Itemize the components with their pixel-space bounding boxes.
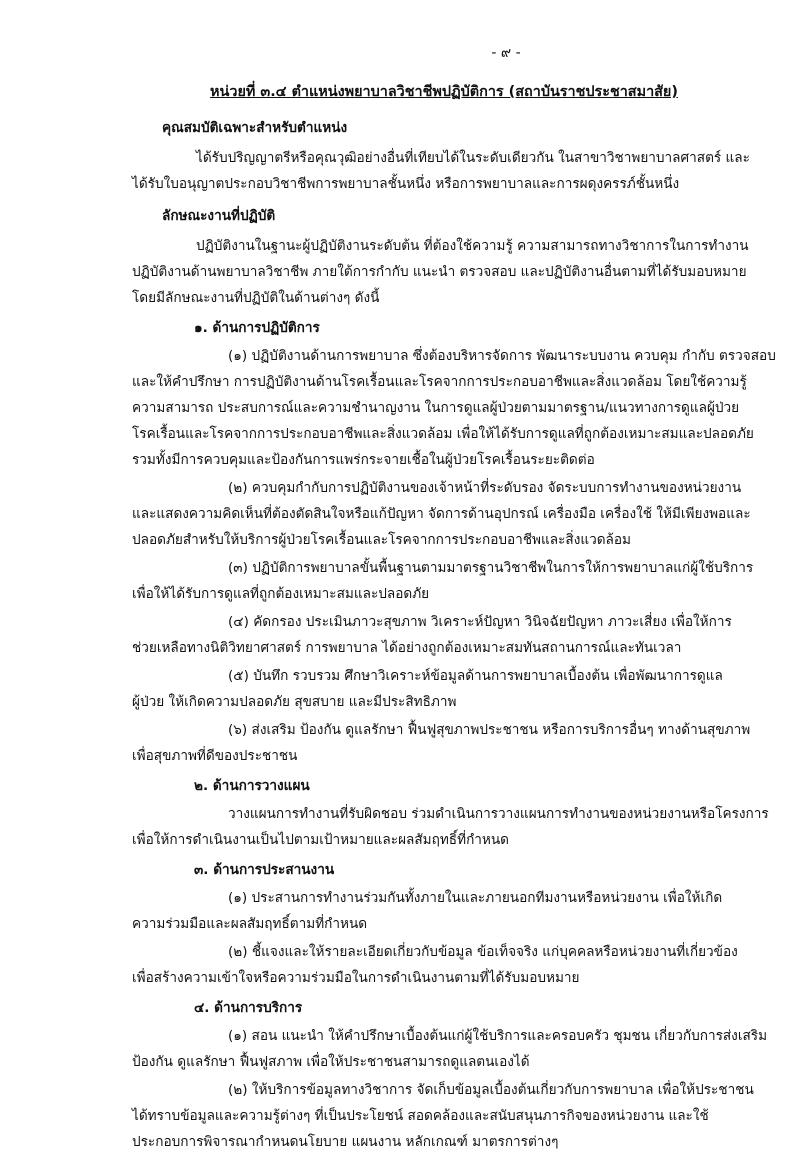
section-item	[132, 885, 730, 937]
section-item-line: วางแผนการทำงานที่รับผิดชอบ ร่วมดำเนินการวางแผนการทำงานของหน่วยงานหรือโครงการ	[228, 806, 769, 822]
section-item-line: ปลอดภัยสำหรับให้บริการผู้ป่วยโรคเรื้อนและโรคจากการประกอบอาชีพและสิ่งแวดล้อม	[132, 532, 632, 548]
section-item-line: เพื่อสร้างความเข้าใจหรือความร่วมมือในการดำเนินงานตามที่ได้รับมอบหมาย	[132, 970, 580, 986]
section-item-line: และให้คำปรึกษา การปฏิบัติงานด้านโรคเรื้อนและโรคจากการประกอบอาชีพและสิ่งแวดล้อม โดยใช้ความรู้	[132, 374, 747, 390]
section-item-line: (๕) บันทึก รวบรวม ศึกษาวิเคราะห์ข้อมูลด้านการพยาบาลเบื้องต้น เพื่อพัฒนาการดูแล	[228, 668, 723, 684]
section-item-line: (๓) ปฏิบัติการพยาบาลขั้นพื้นฐานตามมาตรฐานวิชาชีพในการให้การพยาบาลแก่ผู้ใช้บริการ	[228, 560, 754, 576]
duty-paragraph	[132, 233, 749, 311]
section-item-line: ป้องกัน ดูแลรักษา ฟื้นฟูสภาพ เพื่อให้ประชาชนสามารถดูแลตนเองได้	[132, 1054, 530, 1070]
section-item	[132, 717, 751, 769]
section-item	[132, 343, 776, 473]
duty-line: ปฏิบัติงานในฐานะผู้ปฏิบัติงานระดับต้น ที่ต้องใช้ความรู้ ความสามารถทางวิชาการในการทำงาน	[196, 238, 749, 254]
section-item-line: ผู้ป่วย ให้เกิดความปลอดภัย สุขสบาย และมีประสิทธิภาพ	[132, 694, 457, 710]
duty-heading: ลักษณะงานที่ปฏิบัติ	[162, 208, 276, 224]
section-item-line: โรคเรื้อนและโรคจากการประกอบอาชีพและสิ่งแวดล้อม เพื่อให้ได้รับการดูแลที่ถูกต้องเหมาะสมและปลอดภัย	[132, 426, 754, 442]
section-item	[132, 555, 754, 607]
section-heading: ๔. ด้านการบริการ	[194, 1000, 303, 1016]
section-item-line: เพื่อให้ได้รับการดูแลที่ถูกต้องเหมาะสมและปลอดภัย	[132, 586, 430, 602]
section-item-line: (๒) ให้บริการข้อมูลทางวิชาการ จัดเก็บข้อมูลเบื้องต้นเกี่ยวกับการพยาบาล เพื่อให้ประชาชน	[228, 1082, 754, 1098]
section-item-line: ประกอบการพิจารณากำหนดนโยบาย แผนงาน หลักเกณฑ์ มาตรการต่างๆ	[132, 1134, 559, 1150]
section-item	[132, 801, 769, 853]
section-item-line: และแสดงความคิดเห็นที่ต้องตัดสินใจหรือแก้ปัญหา จัดการด้านอุปกรณ์ เครื่องมือ เครื่องใช้ ให้มีเพียงพอและ	[132, 506, 751, 522]
section-item-line: รวมทั้งมีการควบคุมและป้องกันการแพร่กระจายเชื้อในผู้ป่วยโรคเรื้อนระยะติดต่อ	[132, 452, 595, 468]
section-item-line: (๒) ควบคุมกำกับการปฏิบัติงานของเจ้าหน้าที่ระดับรอง จัดระบบการทำงานของหน่วยงาน	[228, 480, 742, 496]
section-item-line: (๑) สอน แนะนำ ให้คำปรึกษาเบื้องต้นแก่ผู้ใช้บริการและครอบครัว ชุมชน เกี่ยวกับการส่งเสริม	[228, 1028, 768, 1044]
section-item	[132, 609, 730, 661]
duty-line: ปฏิบัติงานด้านพยาบาลวิชาชีพ ภายใต้การกำกับ แนะนำ ตรวจสอบ และปฏิบัติงานอื่นตามที่ได้รับมอบหมาย	[132, 264, 747, 280]
section-item-line: (๖) ส่งเสริม ป้องกัน ดูแลรักษา ฟื้นฟูสุขภาพประชาชน หรือการบริการอื่นๆ ทางด้านสุขภาพ	[228, 722, 751, 738]
qualification-line: ได้รับปริญญาตรีหรือคุณวุฒิอย่างอื่นที่เทียบได้ในระดับเดียวกัน ในสาขาวิชาพยาบาลศาสตร์ และ	[196, 150, 750, 166]
section-heading: ๓. ด้านการประสานงาน	[194, 862, 335, 878]
section-item-line: (๑) ปฏิบัติงานด้านการพยาบาล ซึ่งต้องบริหารจัดการ พัฒนาระบบงาน ควบคุม กำกับ ตรวจสอบ	[228, 348, 776, 364]
section-item	[132, 475, 751, 553]
section-heading: ๒. ด้านการวางแผน	[194, 778, 310, 794]
qualification-paragraph	[132, 145, 750, 197]
section-item-line: (๒) ชี้แจงและให้รายละเอียดเกี่ยวกับข้อมูล ข้อเท็จจริง แก่บุคคลหรือหน่วยงานที่เกี่ยวข้อง	[228, 944, 738, 960]
section-item	[132, 939, 738, 991]
section-item-line: เพื่อสุขภาพที่ดีของประชาชน	[132, 748, 298, 764]
page-number: - ๙ -	[491, 45, 521, 61]
section-item-line: ความสามารถ ประสบการณ์และความชำนาญงาน ในการดูแลผู้ป่วยตามมาตรฐาน/แนวทางการดูแลผู้ป่วย	[132, 400, 740, 416]
section-item-line: เพื่อให้การดำเนินงานเป็นไปตามเป้าหมายและผลสัมฤทธิ์ที่กำหนด	[132, 832, 510, 848]
section-item-line: ช่วยเหลือทางนิติวิทยาศาสตร์ การพยาบาล ได้อย่างถูกต้องเหมาะสมทันสถานการณ์และทันเวลา	[132, 640, 682, 656]
section-item	[132, 1077, 754, 1155]
sections-container	[132, 317, 776, 1155]
section-item-line: (๑) ประสานการทำงานร่วมกันทั้งภายในและภายนอกทีมงานหรือหน่วยงาน เพื่อให้เกิด	[228, 890, 723, 906]
duty-line: โดยมีลักษณะงานที่ปฏิบัติในด้านต่างๆ ดังนี้	[132, 290, 380, 306]
section-item-line: ความร่วมมือและผลสัมฤทธิ์ตามที่กำหนด	[132, 916, 368, 932]
qualification-line: ได้รับใบอนุญาตประกอบวิชาชีพการพยาบาลชั้นหนึ่ง หรือการพยาบาลและการผดุงครรภ์ชั้นหนึ่ง	[132, 176, 680, 192]
section-item	[132, 1023, 768, 1075]
qualification-heading: คุณสมบัติเฉพาะสำหรับตำแหน่ง	[162, 120, 348, 136]
section-item-line: ได้ทราบข้อมูลและความรู้ต่างๆ ที่เป็นประโยชน์ สอดคล้องและสนับสนุนภารกิจของหน่วยงาน และใช้	[132, 1108, 709, 1124]
section-heading: ๑. ด้านการปฏิบัติการ	[194, 320, 320, 336]
document-title: หน่วยที่ ๓.๔ ตำแหน่งพยาบาลวิชาชีพปฏิบัติการ (สถาบันราชประชาสมาสัย)	[210, 84, 678, 100]
section-item	[132, 663, 730, 715]
section-item-line: (๔) คัดกรอง ประเมินภาวะสุขภาพ วิเคราะห์ปัญหา วินิจฉัยปัญหา ภาวะเสี่ยง เพื่อให้การ	[228, 614, 732, 630]
